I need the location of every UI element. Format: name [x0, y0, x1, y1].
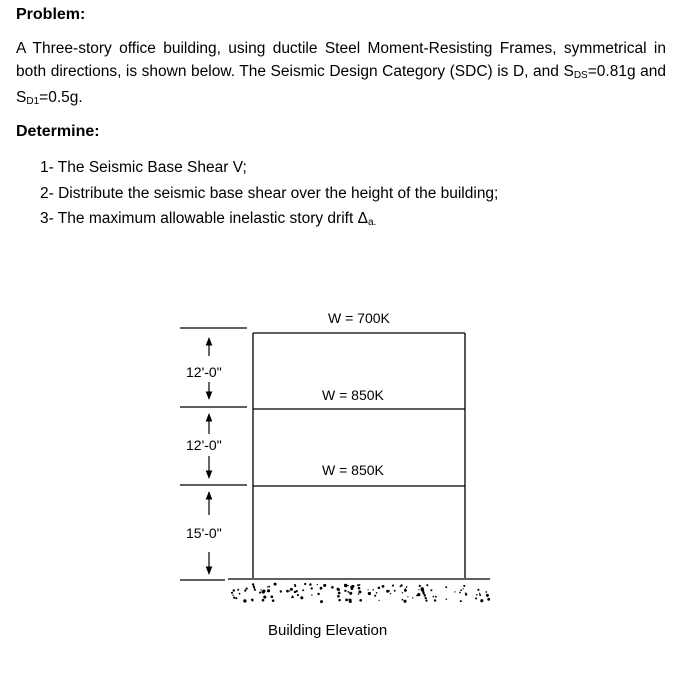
ground-speck — [460, 600, 462, 602]
ground-speck — [479, 593, 480, 594]
ground-texture — [231, 583, 490, 604]
ground-speck — [311, 594, 312, 595]
ground-speck — [419, 585, 421, 587]
ground-speck — [459, 592, 461, 594]
ground-speck — [297, 594, 299, 596]
story-height-second: 12'-0" — [186, 437, 222, 453]
ground-speck — [320, 587, 323, 590]
ground-speck — [270, 595, 273, 598]
ground-speck — [323, 584, 326, 587]
ground-speck — [274, 583, 277, 586]
ground-speck — [237, 589, 239, 591]
ground-speck — [317, 584, 318, 585]
ground-speck — [262, 589, 265, 592]
ground-speck — [350, 587, 353, 590]
ground-speck — [245, 587, 247, 589]
ground-speck — [289, 590, 290, 591]
ground-speck — [304, 583, 306, 585]
ground-speck — [253, 587, 255, 589]
ground-speck — [418, 589, 419, 590]
ground-speck — [374, 595, 376, 597]
ground-speck — [344, 590, 346, 592]
determine-heading: Determine: — [16, 123, 100, 140]
ground-speck — [487, 595, 489, 597]
ground-speck — [424, 594, 426, 596]
ground-speck — [476, 594, 478, 596]
ground-speck — [475, 597, 477, 599]
sd1-subscript: D1 — [26, 96, 40, 107]
ground-speck — [425, 597, 427, 599]
ground-speck — [239, 593, 241, 595]
ground-speck — [259, 592, 261, 594]
ground-speck — [426, 584, 428, 586]
ground-speck — [337, 588, 340, 591]
ground-speck — [394, 590, 396, 592]
ground-speck — [337, 595, 340, 598]
ground-speck — [300, 596, 303, 599]
ground-speck — [430, 589, 432, 591]
ground-speck — [268, 586, 270, 588]
drift-subscript: a. — [367, 217, 377, 228]
sds-subscript: DS — [573, 69, 588, 81]
sd1-label: S — [16, 89, 27, 106]
floor-weight-third: W = 850K — [322, 387, 384, 403]
ground-speck — [358, 587, 361, 590]
ground-speck — [311, 587, 313, 589]
ground-speck — [294, 585, 296, 587]
ground-speck — [404, 589, 407, 592]
ground-speck — [244, 589, 246, 591]
ground-speck — [463, 588, 464, 589]
ground-speck — [347, 591, 349, 593]
sds-label: S — [563, 62, 574, 80]
ground-speck — [359, 599, 362, 602]
ground-speck — [402, 592, 403, 593]
ground-speck — [423, 592, 425, 594]
ground-speck — [302, 589, 304, 591]
ground-speck — [386, 590, 389, 593]
ground-speck — [317, 593, 319, 595]
ground-speck — [272, 599, 275, 602]
ground-speck — [349, 592, 352, 595]
ground-speck — [487, 598, 490, 601]
ground-speck — [253, 584, 255, 586]
ground-speck — [348, 585, 349, 586]
ground-speck — [445, 586, 447, 588]
sd1-value: =0.5g. — [39, 89, 83, 106]
sds-value: =0.81g and — [587, 62, 666, 80]
ground-speck — [382, 585, 385, 588]
ground-speck — [280, 590, 282, 592]
ground-speck — [350, 599, 351, 600]
ground-speck — [378, 587, 381, 590]
ground-speck — [367, 589, 368, 590]
ground-speck — [345, 599, 348, 602]
ground-speck — [390, 593, 391, 594]
ground-speck — [407, 596, 408, 597]
ground-speck — [338, 592, 341, 595]
ground-speck — [262, 599, 265, 602]
ground-speck — [233, 589, 235, 591]
ground-speck — [368, 592, 371, 595]
ground-speck — [412, 597, 413, 598]
ground-speck — [232, 594, 233, 595]
ground-speck — [331, 586, 334, 589]
ground-speck — [243, 599, 246, 602]
ground-speck — [432, 596, 434, 598]
ground-speck — [460, 589, 462, 591]
ground-speck — [465, 594, 467, 596]
ground-speck — [406, 586, 408, 588]
ground-speck — [235, 597, 237, 599]
floor-weight-roof: W = 700K — [328, 310, 390, 326]
problem-heading: Problem: — [16, 6, 86, 23]
ground-speck — [454, 591, 455, 592]
ground-speck — [378, 600, 379, 601]
ground-speck — [403, 600, 406, 603]
ground-speck — [446, 598, 448, 600]
ground-speck — [231, 592, 233, 594]
ground-speck — [254, 590, 255, 591]
ground-speck — [260, 589, 261, 590]
determine-item: 1- The Seismic Base Shear V; — [40, 159, 247, 176]
story-height-first: 15'-0" — [186, 525, 222, 541]
ground-speck — [357, 584, 359, 586]
ground-speck — [252, 600, 254, 602]
ground-speck — [417, 593, 420, 596]
ground-speck — [435, 596, 437, 598]
building-frame — [228, 333, 490, 579]
ground-speck — [338, 599, 340, 601]
ground-speck — [434, 599, 436, 601]
figure-caption: Building Elevation — [268, 622, 388, 639]
ground-speck — [480, 599, 483, 602]
ground-speck — [290, 588, 293, 591]
ground-speck — [263, 596, 266, 599]
story-height-third: 12'-0" — [186, 364, 222, 380]
problem-intro: A Three-story office building, using ductile Steel Moment-Resisting Frames, symmetrical in both directions, is shown below. The Seismic Design Category (SDC) is D, and — [16, 40, 666, 80]
ground-speck — [296, 590, 298, 592]
ground-speck — [286, 590, 289, 593]
ground-speck — [463, 585, 465, 587]
ground-speck — [358, 593, 359, 594]
ground-speck — [320, 600, 323, 603]
ground-speck — [291, 596, 293, 598]
ground-speck — [402, 599, 404, 601]
ground-speck — [400, 586, 402, 588]
ground-speck — [376, 592, 378, 594]
ground-speck — [344, 584, 347, 587]
ground-speck — [359, 591, 361, 593]
ground-speck — [349, 600, 352, 603]
ground-speck — [389, 590, 390, 591]
ground-speck — [392, 585, 394, 587]
ground-speck — [309, 583, 312, 586]
ground-speck — [425, 600, 427, 602]
determine-item: 2- Distribute the seismic base shear over the height of the building; — [40, 184, 499, 202]
ground-speck — [233, 597, 235, 599]
ground-speck — [267, 589, 270, 592]
ground-speck — [267, 586, 268, 587]
ground-speck — [477, 589, 479, 591]
floor-weight-second: W = 850K — [322, 462, 384, 478]
ground-speck — [479, 594, 481, 596]
determine-item-text: 3- The maximum allowable inelastic story drift Δ — [40, 210, 368, 227]
ground-speck — [372, 589, 374, 591]
ground-speck — [485, 591, 487, 593]
